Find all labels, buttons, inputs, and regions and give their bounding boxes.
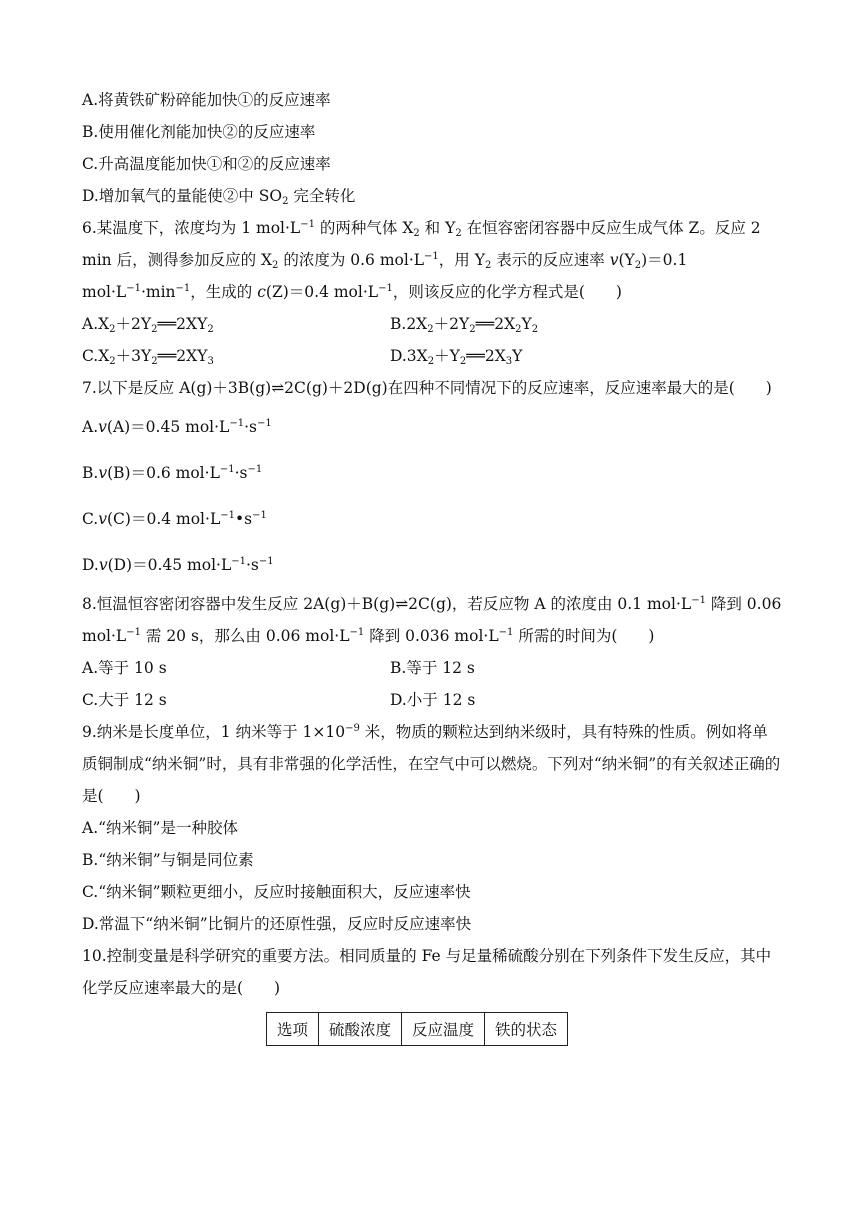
q8-options bbox=[82, 652, 782, 716]
q8-stem: 8.恒温恒容密闭容器中发生反应 2A(g)＋B(g)⇌2C(g)，若反应物 A 的浓度由 0.1 $mol\cdot L^{-1}$ 降到 0.06 $mol\cdot L^{-1}$ 需 20 s，那么由 0.06 $mol\cdot L^{-1}$ 降到 0.036 $mol\cdot L^{-1}$ 所需的时间为( ) bbox=[82, 595, 782, 645]
question-9 bbox=[82, 716, 782, 940]
table-header-cell: 铁的状态 bbox=[485, 1013, 568, 1046]
question-10 bbox=[82, 940, 782, 1046]
table-header-cell: 反应温度 bbox=[402, 1013, 485, 1046]
q6-option-d[interactable]: $D.3X_2+Y_2══2X_3Y$ bbox=[390, 347, 523, 367]
q7-option-a[interactable]: A.v(A)＝0.45 $mol\cdot L^{-1}\cdot s^{-1}$ bbox=[82, 418, 272, 436]
q5-option-b[interactable]: B.使用催化剂能加快②的反应速率 bbox=[82, 123, 316, 141]
q8-option-b[interactable]: B.等于 12 s bbox=[390, 659, 475, 677]
q9-option-b[interactable]: B.“纳米铜”与铜是同位素 bbox=[82, 851, 254, 869]
table-header-row bbox=[267, 1013, 568, 1046]
q7-option-d[interactable]: D.v(D)＝0.45 $mol\cdot L^{-1}\cdot s^{-1}$ bbox=[82, 556, 274, 574]
q6-option-a[interactable]: $A.X_2+2Y_2══2XY_2$ bbox=[82, 315, 214, 335]
question-7 bbox=[82, 372, 782, 588]
q8-option-a[interactable]: A.等于 10 s bbox=[82, 659, 167, 677]
q10-stem: 10.控制变量是科学研究的重要方法。相同质量的 Fe 与足量稀硫酸分别在下列条件下发生反应，其中化学反应速率最大的是( ) bbox=[82, 947, 772, 997]
q5-option-a[interactable]: A.将黄铁矿粉碎能加快①的反应速率 bbox=[82, 91, 331, 109]
q7-option-c[interactable]: C.v(C)＝0.4 $mol\cdot L^{-1}•s^{-1}$ bbox=[82, 510, 267, 528]
q10-condition-table bbox=[266, 1012, 568, 1046]
q8-option-d[interactable]: D.小于 12 s bbox=[390, 691, 476, 709]
table-header-cell: 硫酸浓度 bbox=[319, 1013, 402, 1046]
q9-option-d[interactable]: D.常温下“纳米铜”比铜片的还原性强，反应时反应速率快 bbox=[82, 915, 472, 933]
q9-option-c[interactable]: C.“纳米铜”颗粒更细小，反应时接触面积大，反应速率快 bbox=[82, 883, 471, 901]
q5-option-d[interactable]: D.增加氧气的量能使②中 $SO_2$ 完全转化 bbox=[82, 187, 356, 207]
q5-options bbox=[82, 84, 782, 212]
question-6 bbox=[82, 212, 782, 372]
exam-page bbox=[82, 84, 782, 1046]
q9-option-a[interactable]: A.“纳米铜”是一种胶体 bbox=[82, 819, 238, 837]
q6-stem: 6.某温度下，浓度均为 1 $mol\cdot L^{-1}$ 的两种气体 $X_2$ 和 $Y_2$ 在恒容密闭容器中反应生成气体 Z。反应 2 min 后，测得参加反应的 $X_2$ 的浓度为 0.6 $mol\cdot L^{-1}$，用 $Y_2$ 表示的反应速率 $v(Y_2)=0.1$ $mol\cdot L^{-1}\cdot\min^{-1}$，生成的 c(Z)＝0.4 $mol\cdot L^{-1}$，则该反应的化学方程式是( ) bbox=[82, 219, 761, 301]
q6-option-b[interactable]: $B.2X_2+2Y_2══2X_2Y_2$ bbox=[390, 315, 539, 335]
q7-option-b[interactable]: B.v(B)＝0.6 $mol\cdot L^{-1}\cdot s^{-1}$ bbox=[82, 464, 263, 482]
q8-option-c[interactable]: C.大于 12 s bbox=[82, 691, 167, 709]
question-8 bbox=[82, 588, 782, 716]
q6-options bbox=[82, 308, 782, 372]
table-header-cell: 选项 bbox=[267, 1013, 319, 1046]
q7-stem: 7.以下是反应 A(g)＋3B(g)⇌2C(g)＋2D(g)在四种不同情况下的反应速率，反应速率最大的是( ) bbox=[82, 379, 772, 397]
q6-option-c[interactable]: $C.X_2+3Y_2══2XY_3$ bbox=[82, 347, 214, 367]
q5-option-c[interactable]: C.升高温度能加快①和②的反应速率 bbox=[82, 155, 331, 173]
q9-stem: 9.纳米是长度单位，1 纳米等于 $1\times 10^{-9}$ 米，物质的颗粒达到纳米级时，具有特殊的性质。例如将单质铜制成“纳米铜”时，具有非常强的化学活性，在空气中可以燃烧。下列对“纳米铜”的有关叙述正确的是( ) bbox=[82, 723, 781, 805]
